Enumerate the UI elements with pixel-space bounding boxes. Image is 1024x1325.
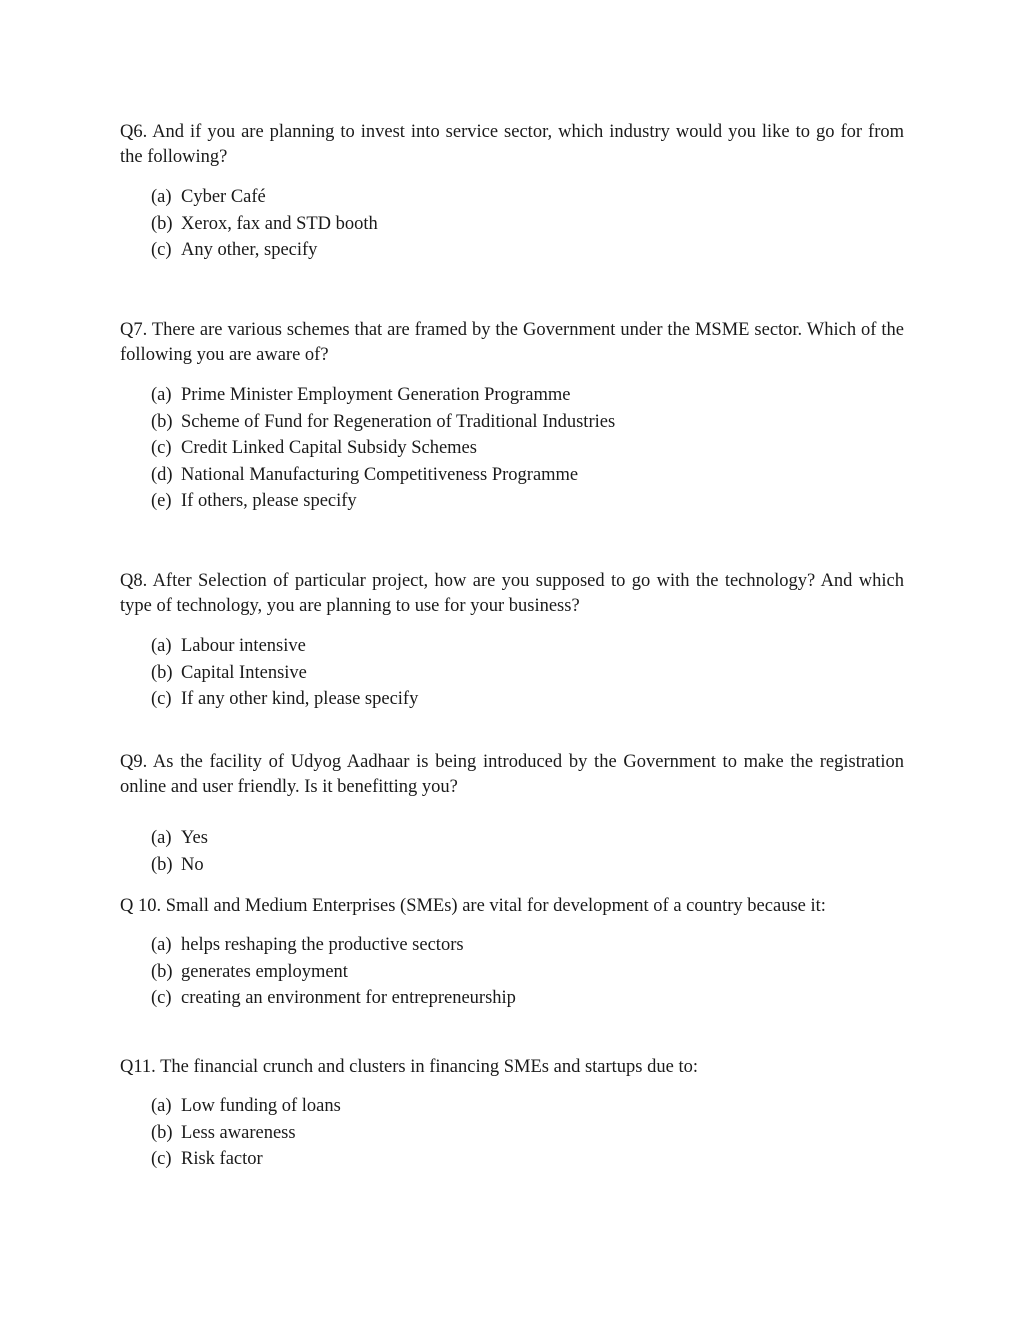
option-label: Capital Intensive	[181, 662, 307, 683]
option-letter: (b)	[151, 662, 173, 683]
option-letter: (b)	[151, 1122, 173, 1143]
question-q7	[120, 318, 904, 515]
question-q6	[120, 120, 904, 264]
option-letter: (a)	[151, 935, 172, 955]
option-item	[120, 985, 904, 1012]
question-q9	[120, 750, 904, 878]
option-label: Low funding of loans	[181, 1096, 341, 1116]
option-label: creating an environment for entrepreneurship	[181, 988, 516, 1009]
option-item	[120, 237, 904, 264]
question-text: Q6. And if you are planning to invest into service sector, which industry would you like to go for from the following?	[120, 122, 904, 167]
option-letter: (a)	[151, 1096, 172, 1116]
option-label: Cyber Café	[181, 187, 266, 207]
option-item	[120, 435, 904, 462]
option-item	[120, 686, 904, 713]
option-letter: (a)	[151, 828, 172, 848]
option-label: Xerox, fax and STD booth	[181, 213, 378, 234]
option-letter: (a)	[151, 636, 172, 656]
option-label: generates employment	[181, 961, 348, 982]
question-text: Q9. As the facility of Udyog Aadhaar is being introduced by the Government to make the registration online and user friendly. Is it benefitting you?	[120, 752, 904, 797]
question-q8	[120, 569, 904, 713]
option-item	[120, 382, 904, 409]
option-item	[120, 959, 904, 986]
question-text: Q8. After Selection of particular project, how are you supposed to go with the technology? And which type of technology, you are planning to use for your business?	[120, 571, 904, 616]
option-label: No	[181, 854, 204, 875]
question-q10	[120, 894, 904, 1012]
question-q11	[120, 1055, 904, 1173]
option-label: Risk factor	[181, 1149, 263, 1170]
option-label: Any other, specify	[181, 240, 318, 261]
option-letter: (a)	[151, 187, 172, 207]
option-label: Less awareness	[181, 1122, 296, 1143]
option-label: Labour intensive	[181, 636, 306, 656]
option-letter: (b)	[151, 854, 173, 875]
option-list	[120, 184, 904, 264]
question-text: Q11. The financial crunch and clusters in financing SMEs and startups due to:	[120, 1057, 698, 1077]
option-item	[120, 1093, 904, 1120]
option-item	[120, 825, 904, 852]
option-letter: (c)	[151, 988, 172, 1009]
option-list	[120, 633, 904, 713]
option-letter: (c)	[151, 438, 172, 459]
option-label: helps reshaping the productive sectors	[181, 935, 464, 955]
option-label: If others, please specify	[181, 491, 357, 512]
option-label: Yes	[181, 828, 208, 848]
option-letter: (d)	[151, 464, 173, 485]
option-list	[120, 1093, 904, 1173]
option-item	[120, 1146, 904, 1173]
option-item	[120, 1120, 904, 1147]
option-letter: (b)	[151, 213, 173, 234]
option-letter: (b)	[151, 961, 173, 982]
option-label: Scheme of Fund for Regeneration of Traditional Industries	[181, 411, 616, 432]
option-letter: (c)	[151, 689, 172, 710]
option-item	[120, 409, 904, 436]
option-label: Prime Minister Employment Generation Programme	[181, 385, 571, 405]
option-letter: (b)	[151, 411, 173, 432]
option-letter: (c)	[151, 240, 172, 261]
option-item	[120, 211, 904, 238]
option-list	[120, 932, 904, 1012]
option-list	[120, 825, 904, 878]
option-item	[120, 852, 904, 879]
option-item	[120, 633, 904, 660]
option-item	[120, 932, 904, 959]
option-item	[120, 462, 904, 489]
question-text: Q 10. Small and Medium Enterprises (SMEs) are vital for development of a country because it:	[120, 896, 826, 916]
option-item	[120, 184, 904, 211]
option-list	[120, 382, 904, 515]
option-letter: (e)	[151, 491, 172, 512]
option-letter: (a)	[151, 385, 172, 405]
option-label: Credit Linked Capital Subsidy Schemes	[181, 438, 477, 459]
option-item	[120, 660, 904, 687]
option-label: If any other kind, please specify	[181, 689, 419, 710]
question-text: Q7. There are various schemes that are framed by the Government under the MSME sector. Which of the following you are aware of?	[120, 320, 904, 365]
option-letter: (c)	[151, 1149, 172, 1170]
option-label: National Manufacturing Competitiveness Programme	[181, 464, 579, 485]
option-item	[120, 488, 904, 515]
